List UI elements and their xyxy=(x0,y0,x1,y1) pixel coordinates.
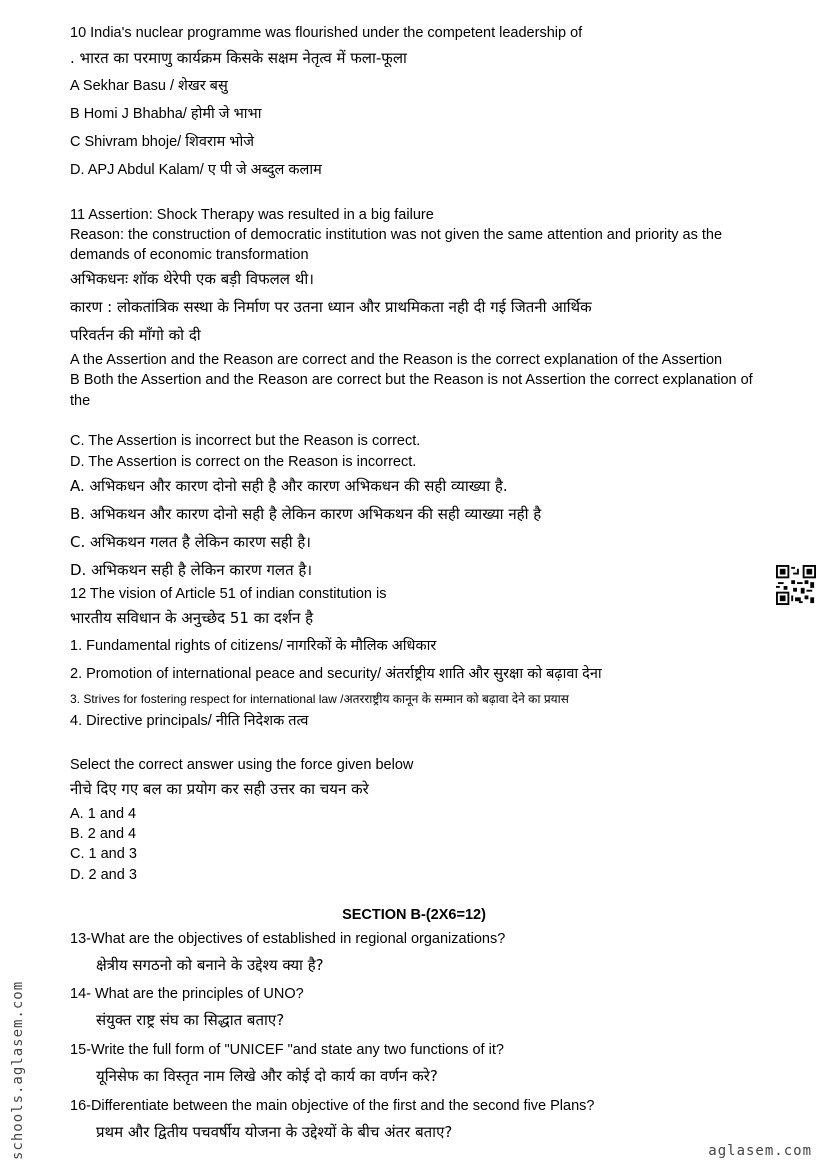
q12-option-c: C. 1 and 3 xyxy=(70,846,137,862)
q10-question-hi: . भारत का परमाणु कार्यक्रम किसके सक्षम नेतृत्व में फला-फूला xyxy=(70,49,407,67)
q11-option-b-line1: B Both the Assertion and the Reason are correct but the Reason is not Assertion the correct explanation of xyxy=(70,372,753,388)
q10-option-b: B Homi J Bhabha/ होमी जे भाभा xyxy=(70,106,262,122)
side-watermark: schools.aglasem.com xyxy=(10,980,26,1160)
q10-question-en: 10 India's nuclear programme was flourished under the competent leadership of xyxy=(70,25,583,41)
q12-instruction-en: Select the correct answer using the force given below xyxy=(70,757,414,773)
q10-option-c: C Shivram bhoje/ शिवराम भोजे xyxy=(70,134,255,150)
q16-hi: प्रथम और द्वितीय पचवर्षीय योजना के उद्देश्यों के बीच अंतर बताए? xyxy=(96,1123,453,1141)
q11-assertion-hi: अभिकधनः शॉक थेरेपी एक बड़ी विफलल थी। xyxy=(70,270,314,288)
section-b-heading: SECTION B-(2X6=12) xyxy=(342,907,486,923)
q12-question-en: 12 The vision of Article 51 of indian constitution is xyxy=(70,586,387,602)
q12-option-a: A. 1 and 4 xyxy=(70,806,137,822)
q13-en: 13-What are the objectives of established in regional organizations? xyxy=(70,931,506,947)
q11-hi-option-d: D. अभिकथन सही है लेकिन कारण गलत है। xyxy=(70,561,313,579)
q12-item-2: 2. Promotion of international peace and security/ अंतर्राष्ट्रीय शाति और सुरक्षा को बढ़ावा देना xyxy=(70,666,602,682)
q11-assertion: 11 Assertion: Shock Therapy was resulted in a big failure xyxy=(70,207,434,223)
q11-reason-hi-line1: कारण : लोकतांत्रिक सस्था के निर्माण पर उतना ध्यान और प्राथमिकता नही दी गई जितनी आर्थिक xyxy=(70,298,592,316)
q11-option-d: D. The Assertion is correct on the Reason is incorrect. xyxy=(70,454,417,470)
q11-reason-hi-line2: परिवर्तन की माँगो को दी xyxy=(70,326,201,344)
q12-option-d: D. 2 and 3 xyxy=(70,867,137,883)
q10-option-d: D. APJ Abdul Kalam/ ए पी जे अब्दुल कलाम xyxy=(70,162,322,178)
q12-item-3: 3. Strives for fostering respect for international law /अतरराष्ट्रीय कानून के सम्मान को बढ़ावा देने का प्रयास xyxy=(70,692,569,706)
q11-reason-line2: demands of economic transformation xyxy=(70,247,309,263)
q12-item-1: 1. Fundamental rights of citizens/ नागरिकों के मौलिक अधिकार xyxy=(70,638,437,654)
q11-option-b-line2: the xyxy=(70,393,91,409)
q13-hi: क्षेत्रीय सगठनो को बनाने के उद्देश्य क्या है? xyxy=(96,956,324,974)
q11-option-a: A the Assertion and the Reason are correct and the Reason is the correct explanation of the Assertion xyxy=(70,352,723,368)
qr-code-icon xyxy=(776,565,816,605)
footer-watermark: aglasem.com xyxy=(708,1143,812,1159)
q15-en: 15-Write the full form of "UNICEF "and state any two functions of it? xyxy=(70,1042,504,1058)
q12-item-4: 4. Directive principals/ नीति निदेशक तत्व xyxy=(70,713,309,729)
q11-option-c: C. The Assertion is incorrect but the Reason is correct. xyxy=(70,433,421,449)
q10-option-a: A Sekhar Basu / शेखर बसु xyxy=(70,78,228,94)
q14-en: 14- What are the principles of UNO? xyxy=(70,986,304,1002)
q12-option-b: B. 2 and 4 xyxy=(70,826,137,842)
q12-question-hi: भारतीय सविधान के अनुच्छेद 51 का दर्शन है xyxy=(70,609,314,627)
q15-hi: यूनिसेफ का विस्तृत नाम लिखे और कोई दो कार्य का वर्णन करे? xyxy=(96,1067,438,1085)
q12-instruction-hi: नीचे दिए गए बल का प्रयोग कर सही उत्तर का चयन करे xyxy=(70,780,369,798)
q11-hi-option-c: C. अभिकथन गलत है लेकिन कारण सही है। xyxy=(70,533,311,551)
q11-hi-option-a: A. अभिकधन और कारण दोनो सही है और कारण अभिकधन की सही व्याख्या है. xyxy=(70,477,508,495)
q16-en: 16-Differentiate between the main objective of the first and the second five Plans? xyxy=(70,1098,595,1114)
q11-hi-option-b: B. अभिकथन और कारण दोनो सही है लेकिन कारण अभिकथन की सही व्याख्या नही है xyxy=(70,505,542,523)
q11-reason-line1: Reason: the construction of democratic institution was not given the same attention and priority as the xyxy=(70,227,723,243)
q14-hi: संयुक्त राष्ट्र संघ का सिद्धात बताए? xyxy=(96,1011,285,1029)
